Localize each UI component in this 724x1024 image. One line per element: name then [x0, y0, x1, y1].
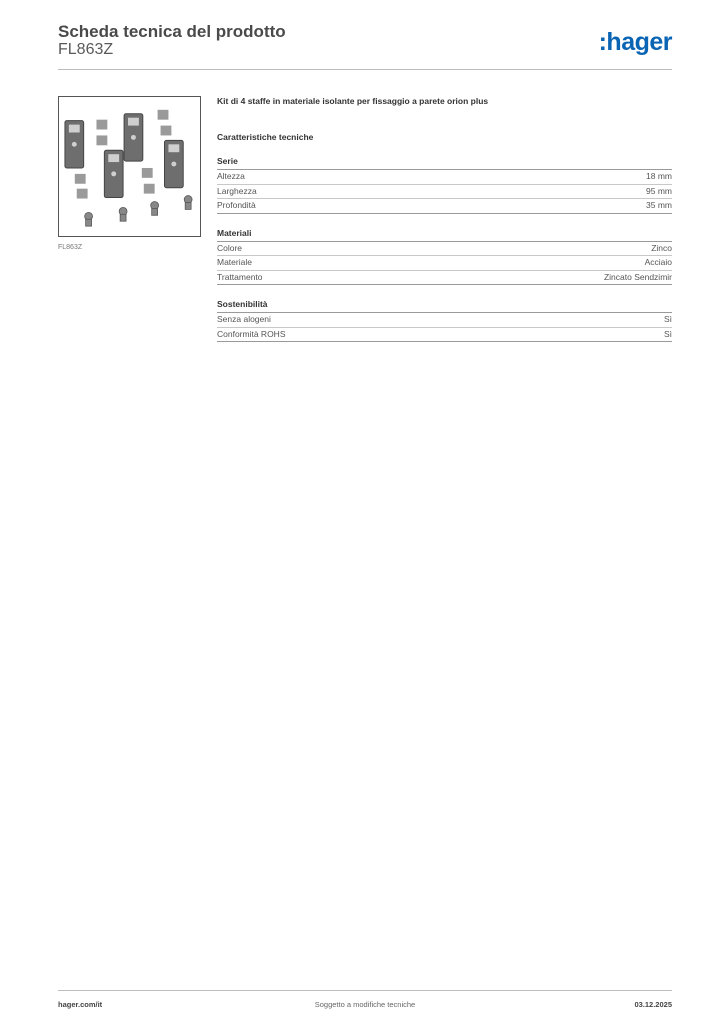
footer-date: 03.12.2025 — [634, 1000, 672, 1009]
footer-disclaimer: Soggetto a modifiche tecniche — [314, 1000, 416, 1009]
spec-value: Zinco — [651, 242, 672, 253]
spec-value: Sì — [663, 314, 672, 324]
product-code: FL863Z — [58, 41, 114, 58]
spec-row — [217, 185, 672, 200]
spec-row — [217, 256, 672, 271]
spec-value: 35 mm — [646, 200, 672, 210]
page-header — [58, 20, 672, 70]
section-sostenibilita — [217, 299, 672, 342]
spec-label: Materiale — [217, 257, 252, 267]
spec-label: Conformità ROHS — [217, 328, 286, 339]
footer-website-link[interactable]: hager.com/it — [58, 1000, 103, 1009]
spec-value: Acciaio — [644, 257, 672, 267]
section-title: Materiali — [217, 228, 672, 242]
spec-row — [217, 328, 672, 343]
spec-label: Colore — [217, 242, 243, 253]
spec-label: Larghezza — [217, 185, 257, 196]
spec-value: Sì — [663, 328, 672, 339]
spec-row — [217, 271, 672, 286]
image-caption: FL863Z — [58, 244, 83, 251]
document-title: Scheda tecnica del prodotto — [58, 22, 286, 41]
spec-row — [217, 242, 672, 257]
section-title: Serie — [217, 156, 672, 170]
page-footer — [58, 990, 672, 1010]
spec-value: 18 mm — [646, 171, 672, 181]
product-illustration — [59, 97, 200, 236]
product-description: Kit di 4 staffe in materiale isolante per fissaggio a parete orion plus — [217, 96, 489, 106]
spec-row — [217, 199, 672, 214]
spec-label: Altezza — [217, 171, 245, 181]
spec-label: Senza alogeni — [217, 314, 271, 324]
hager-logo: :hager — [598, 28, 672, 56]
spec-label: Profondità — [217, 200, 256, 210]
section-materiali — [217, 228, 672, 286]
spec-value: 95 mm — [646, 185, 672, 196]
specs-heading: Caratteristiche tecniche — [217, 132, 314, 142]
spec-row — [217, 170, 672, 185]
product-details — [217, 96, 672, 342]
section-serie — [217, 156, 672, 214]
spec-value: Zincato Sendzimir — [603, 271, 672, 282]
spec-row — [217, 313, 672, 328]
product-image — [58, 96, 201, 237]
section-title: Sostenibilità — [217, 299, 672, 313]
spec-label: Trattamento — [217, 271, 263, 282]
